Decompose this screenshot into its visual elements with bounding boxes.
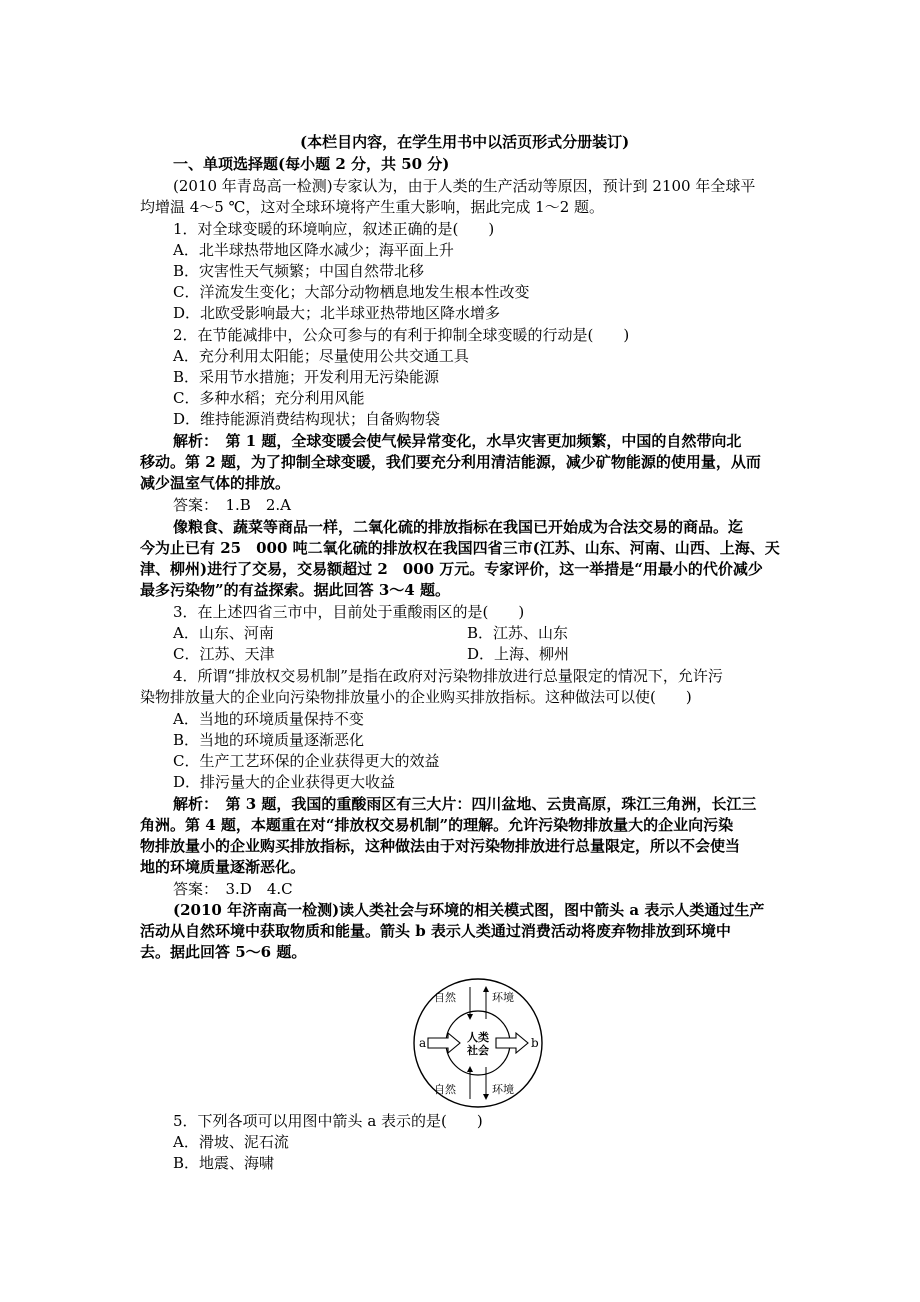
intro3-line1: (2010 年济南高一检测)读人类社会与环境的相关模式图，图中箭头 a 表示人类通过生产 [173,901,765,919]
explanation-2-line4: 地的环境质量逐渐恶化。 [140,858,306,876]
question-4-option-a: A．当地的环境质量保持不变 [173,710,364,728]
explanation-1-line1: 解析： 第 1 题，全球变暖会使气候异常变化，水旱灾害更加频繁，中国的自然带向北 [173,432,742,450]
label-nature-bottom: 自然 [434,1083,456,1096]
question-3-option-b: B．江苏、山东 [467,624,569,642]
intro1-line2: 均增温 4～5 ℃，这对全球环境将产生重大影响，据此完成 1～2 题。 [140,198,605,216]
question-4-stem-line1: 4．所谓“排放权交易机制”是指在政府对污染物排放进行总量限定的情况下，允许污 [173,667,723,685]
intro2-line2: 今为止已有 25 000 吨二氧化硫的排放权在我国四省三市(江苏、山东、河南、山西、上海、天 [140,539,780,557]
intro3-line3: 去。据此回答 5～6 题。 [140,943,307,961]
question-1-option-a: A．北半球热带地区降水减少；海平面上升 [173,241,454,259]
intro2-line3: 津、柳州)进行了交易，交易额超过 2 000 万元。专家评价，这一举措是“用最小的代价减少 [140,560,763,578]
question-5-option-b: B．地震、海啸 [173,1154,275,1172]
answer-2: 答案： 3.D 4.C [173,880,293,898]
question-4-option-b: B．当地的环境质量逐渐恶化 [173,731,365,749]
label-b: b [531,1036,539,1050]
explanation-1-line3: 减少温室气体的排放。 [140,474,291,492]
label-environment-bottom: 环境 [492,1083,514,1096]
question-2-stem: 2．在节能减排中，公众可参与的有利于抑制全球变暖的行动是( ) [173,326,630,344]
intro1-line1: (2010 年青岛高一检测)专家认为，由于人类的生产活动等原因，预计到 2100 年全球平 [173,177,756,195]
arrow-b [496,1033,528,1053]
arrow-a [428,1033,460,1053]
question-2-option-b: B．采用节水措施；开发利用无污染能源 [173,368,440,386]
question-5-option-a: A．滑坡、泥石流 [173,1133,289,1151]
question-3-option-c: C．江苏、天津 [173,645,275,663]
intro2-line4: 最多污染物”的有益探索。据此回答 3～4 题。 [140,581,450,599]
label-a: a [419,1036,427,1050]
explanation-2-line3: 物排放量小的企业购买排放指标，这种做法由于对污染物排放进行总量限定，所以不会使当 [140,837,741,855]
answer-1: 答案： 1.B 2.A [173,496,291,514]
intro2-line1: 像粮食、蔬菜等商品一样，二氧化硫的排放指标在我国已开始成为合法交易的商品。迄 [173,518,744,536]
question-2-option-d: D．维持能源消费结构现状；自备购物袋 [173,410,441,428]
header-note: (本栏目内容，在学生用书中以活页形式分册装订) [300,133,630,151]
question-2-option-c: C．多种水稻；充分利用风能 [173,389,365,407]
section-title: 一、单项选择题(每小题 2 分，共 50 分) [173,155,450,173]
explanation-1-line2: 移动。第 2 题，为了抑制全球变暖，我们要充分利用清洁能源，减少矿物能源的使用量，从而 [140,453,761,471]
label-nature-top: 自然 [434,991,456,1004]
label-society: 社会 [467,1044,489,1057]
question-3-option-a: A．山东、河南 [173,624,274,642]
question-3-stem: 3．在上述四省三市中，目前处于重酸雨区的是( ) [173,603,525,621]
label-human: 人类 [467,1031,489,1044]
question-5-stem: 5．下列各项可以用图中箭头 a 表示的是( ) [173,1112,483,1130]
question-4-option-c: C．生产工艺环保的企业获得更大的效益 [173,752,440,770]
question-1-option-b: B．灾害性天气频繁；中国自然带北移 [173,262,425,280]
explanation-2-line2: 角洲。第 4 题，本题重在对“排放权交易机制”的理解。允许污染物排放量大的企业向污染 [140,816,734,834]
explanation-2-line1: 解析： 第 3 题，我国的重酸雨区有三大片：四川盆地、云贵高原，珠江三角洲，长江三 [173,795,757,813]
question-1-stem: 1．对全球变暖的环境响应，叙述正确的是( ) [173,220,495,238]
question-4-stem-line2: 染物排放量大的企业向污染物排放量小的企业购买排放指标。这种做法可以使( ) [140,688,692,706]
question-2-option-a: A．充分利用太阳能；尽量使用公共交通工具 [173,347,469,365]
human-environment-diagram [408,977,548,1109]
question-3-option-d: D．上海、柳州 [467,645,570,663]
intro3-line2: 活动从自然环境中获取物质和能量。箭头 b 表示人类通过消费活动将废弃物排放到环境中 [140,922,731,940]
question-4-option-d: D．排污量大的企业获得更大收益 [173,773,396,791]
question-1-option-d: D．北欧受影响最大；北半球亚热带地区降水增多 [173,304,501,322]
label-environment-top: 环境 [492,991,514,1004]
question-1-option-c: C．洋流发生变化；大部分动物栖息地发生根本性改变 [173,283,530,301]
